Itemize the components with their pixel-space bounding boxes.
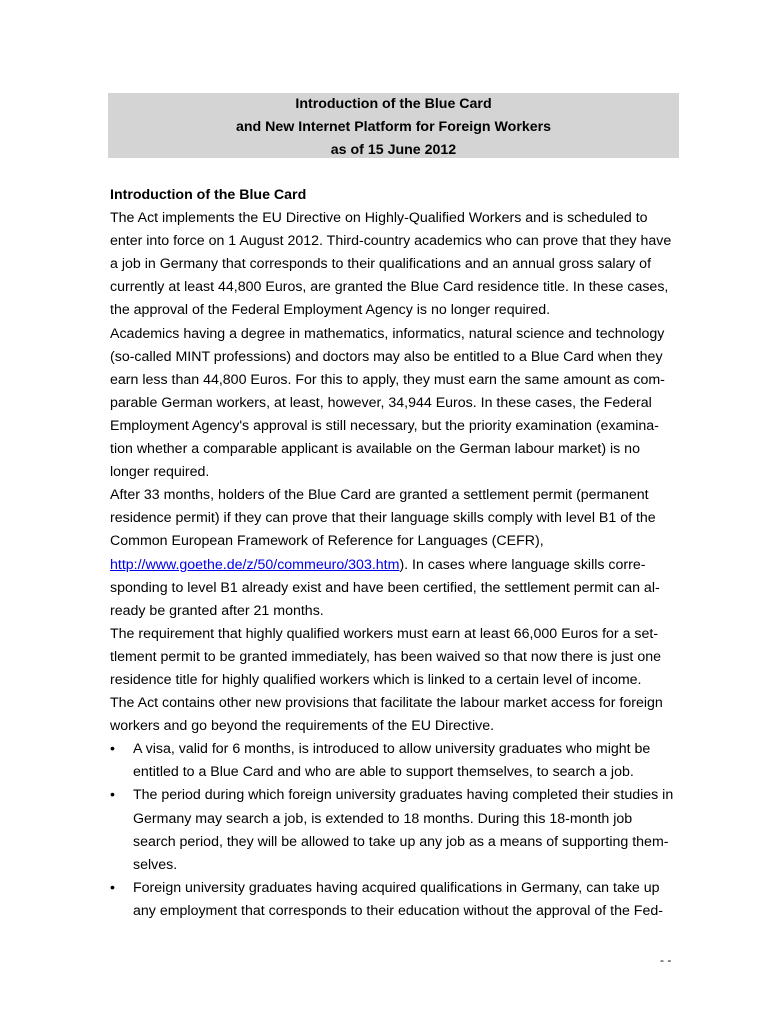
cefr-link[interactable]: http://www.goethe.de/z/50/commeuro/303.htm	[110, 556, 400, 573]
text-line: (so-called MINT professions) and doctors may also be entitled to a Blue Card when they	[110, 348, 663, 365]
text-line: earn less than 44,800 Euros. For this to apply, they must earn the same amount as com-	[110, 371, 665, 388]
bullet-text-line: Germany may search a job, is extended to 18 months. During this 18-month job	[133, 810, 633, 827]
bullet-text-line: The period during which foreign university graduates having completed their studies in	[133, 787, 674, 804]
bullet-text-line: any employment that corresponds to their education without the approval of the Fed-	[133, 902, 663, 919]
paragraph-4	[110, 623, 676, 692]
text-line: The requirement that highly qualified workers must earn at least 66,000 Euros for a set-	[110, 625, 659, 642]
bullet-text-line: entitled to a Blue Card and who are able to support themselves, to search a job.	[133, 764, 634, 781]
text-line: currently at least 44,800 Euros, are granted the Blue Card residence title. In these cases,	[110, 279, 669, 296]
bullet-icon: •	[110, 787, 115, 804]
title-line-1: Introduction of the Blue Card	[295, 96, 492, 112]
link-suffix-text: ). In cases where language skills corre-	[399, 556, 646, 573]
document-body	[110, 184, 676, 923]
bullet-text-line: Foreign university graduates having acquired qualifications in Germany, can take up	[133, 879, 660, 896]
text-line: tion whether a comparable applicant is available on the German labour market) is no	[110, 441, 640, 458]
text-line: Common European Framework of Reference for Languages (CEFR),	[110, 533, 544, 550]
text-line: residence permit) if they can prove that their language skills comply with level B1 of the	[110, 510, 656, 527]
text-line: Employment Agency's approval is still necessary, but the priority examination (examina-	[110, 417, 659, 434]
section-heading: Introduction of the Blue Card	[110, 187, 307, 203]
text-line: Academics having a degree in mathematics, informatics, natural science and technology	[110, 325, 665, 342]
text-line: the approval of the Federal Employment Agency is no longer required.	[110, 302, 551, 319]
paragraph-1	[110, 207, 676, 322]
text-line: After 33 months, holders of the Blue Card are granted a settlement permit (permanent	[110, 487, 649, 504]
paragraph-2	[110, 323, 676, 485]
bullet-icon: •	[110, 741, 115, 758]
text-line-with-link	[110, 554, 676, 577]
document-title-box	[108, 93, 679, 158]
text-line: a job in Germany that corresponds to their qualifications and an annual gross salary of	[110, 256, 652, 273]
paragraph-5	[110, 692, 676, 738]
bullet-item-1	[110, 738, 676, 784]
paragraph-3	[110, 484, 676, 623]
text-line: tlement permit to be granted immediately, has been waived so that now there is just one	[110, 648, 661, 665]
text-line: parable German workers, at least, however, 34,944 Euros. In these cases, the Federal	[110, 394, 652, 411]
text-line: The Act contains other new provisions that facilitate the labour market access for foreign	[110, 695, 663, 712]
text-line: workers and go beyond the requirements of the EU Directive.	[110, 718, 495, 735]
title-line-3: as of 15 June 2012	[330, 142, 457, 158]
text-line: enter into force on 1 August 2012. Third-country academics who can prove that they have	[110, 233, 672, 250]
text-line: residence title for highly qualified workers which is linked to a certain level of income.	[110, 671, 642, 688]
text-line: sponding to level B1 already exist and have been certified, the settlement permit can al-	[110, 579, 660, 596]
text-line: longer required.	[110, 464, 210, 481]
bullet-text-line: search period, they will be allowed to take up any job as a means of supporting them-	[133, 833, 669, 850]
text-line: ready be granted after 21 months.	[110, 602, 324, 619]
bullet-text-line: selves.	[133, 856, 178, 873]
bullet-text-line: A visa, valid for 6 months, is introduced to allow university graduates who might be	[133, 741, 651, 758]
bullet-item-3	[110, 877, 676, 923]
bullet-list	[110, 738, 676, 923]
page-number: - -	[660, 953, 672, 967]
title-line-2: and New Internet Platform for Foreign Workers	[235, 119, 552, 135]
bullet-icon: •	[110, 879, 115, 896]
bullet-item-2	[110, 784, 676, 876]
text-line: The Act implements the EU Directive on Highly-Qualified Workers and is scheduled to	[110, 210, 648, 227]
